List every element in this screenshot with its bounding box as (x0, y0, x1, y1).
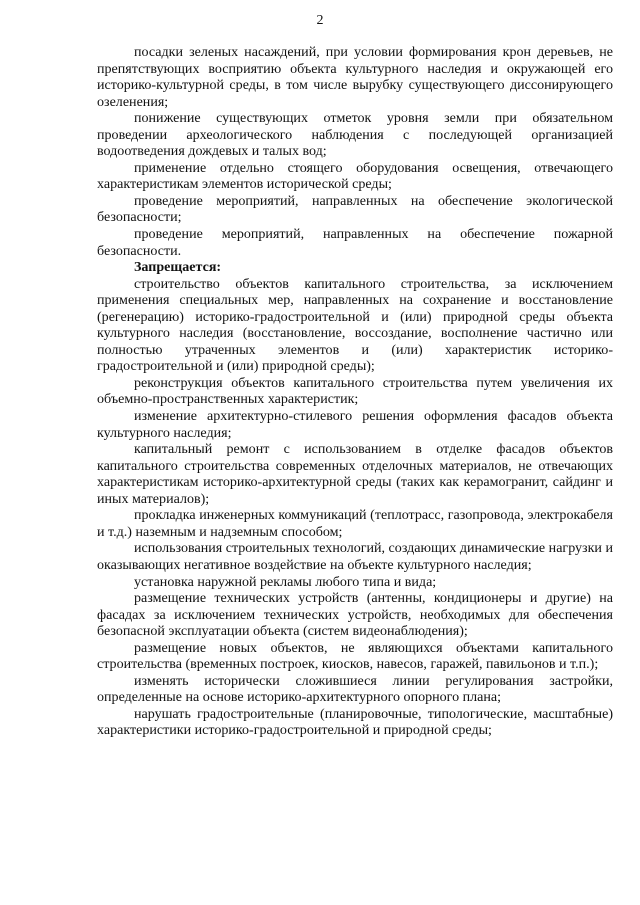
paragraph-utilities: прокладка инженерных коммуникаций (теплотрасс, газопровода, электрокабеля и т.д.) наземным и надземным способом; (97, 507, 613, 540)
page-number: 2 (316, 13, 324, 28)
paragraph-construction-technologies: использования строительных технологий, создающих динамические нагрузки и оказывающих негативное воздействие на объекте культурного наследия; (97, 540, 613, 573)
paragraph-fire-safety: проведение мероприятий, направленных на обеспечение пожарной безопасности. (97, 226, 613, 259)
prohibited-heading: Запрещается: (134, 259, 222, 276)
paragraph-regulation-lines: изменять исторически сложившиеся линии регулирования застройки, определенные на основе историко-архитектурного опорного плана; (97, 672, 613, 706)
paragraph-facade-style: изменение архитектурно-стилевого решения оформления фасадов объекта культурного наследия; (97, 408, 613, 441)
paragraph-urban-characteristics: нарушать градостроительные (планировочные, типологические, масштабные) характеристики историко-градостроительной и природной среды; (97, 705, 613, 739)
paragraph-construction: строительство объектов капитального строительства, за исключением применения специальных мер, направленных на сохранение и восстановление (регенерацию) историко-градостроительной и (или) природной среды объекта культурного наследия (восстановление, воссоздание, восполнение частично или полностью утраченных элементов и (или) характеристик историко-градостроительной и (или) природной среды); (97, 275, 613, 375)
paragraph-ground-level: понижение существующих отметок уровня земли при обязательном проведении археологического наблюдения с последующей организацией водоотведения дождевых и талых вод; (97, 110, 613, 160)
paragraph-advertising: установка наружной рекламы любого типа и вида; (134, 573, 437, 590)
document-body (97, 44, 613, 739)
paragraph-ecological-safety: проведение мероприятий, направленных на обеспечение экологической безопасности; (97, 192, 613, 226)
paragraph-reconstruction: реконструкция объектов капитального строительства путем увеличения их объемно-пространственных характеристик; (97, 374, 613, 408)
paragraph-technical-devices: размещение технических устройств (антенны, кондиционеры и другие) на фасадах за исключением технических устройств, необходимых для обеспечения безопасной эксплуатации объекта (систем видеонаблюдения); (97, 590, 613, 640)
paragraph-green-plantings: посадки зеленых насаждений, при условии формирования крон деревьев, не препятствующих восприятию объекта культурного наследия и окружающей его историко-культурной среды, в том числе вырубку существующего диссонирующего озеленения; (97, 44, 613, 110)
paragraph-capital-repair: капитальный ремонт с использованием в отделке фасадов объектов капитального строительства современных отделочных материалов, не отвечающих характеристикам историко-архитектурной среды (таких как керамогранит, сайдинг и иных материалов); (97, 441, 613, 507)
paragraph-new-objects: размещение новых объектов, не являющихся объектами капитального строительства (временных построек, киосков, навесов, гаражей, павильонов и т.п.); (97, 639, 613, 673)
paragraph-lighting: применение отдельно стоящего оборудования освещения, отвечающего характеристикам элементов исторической среды; (97, 159, 613, 193)
